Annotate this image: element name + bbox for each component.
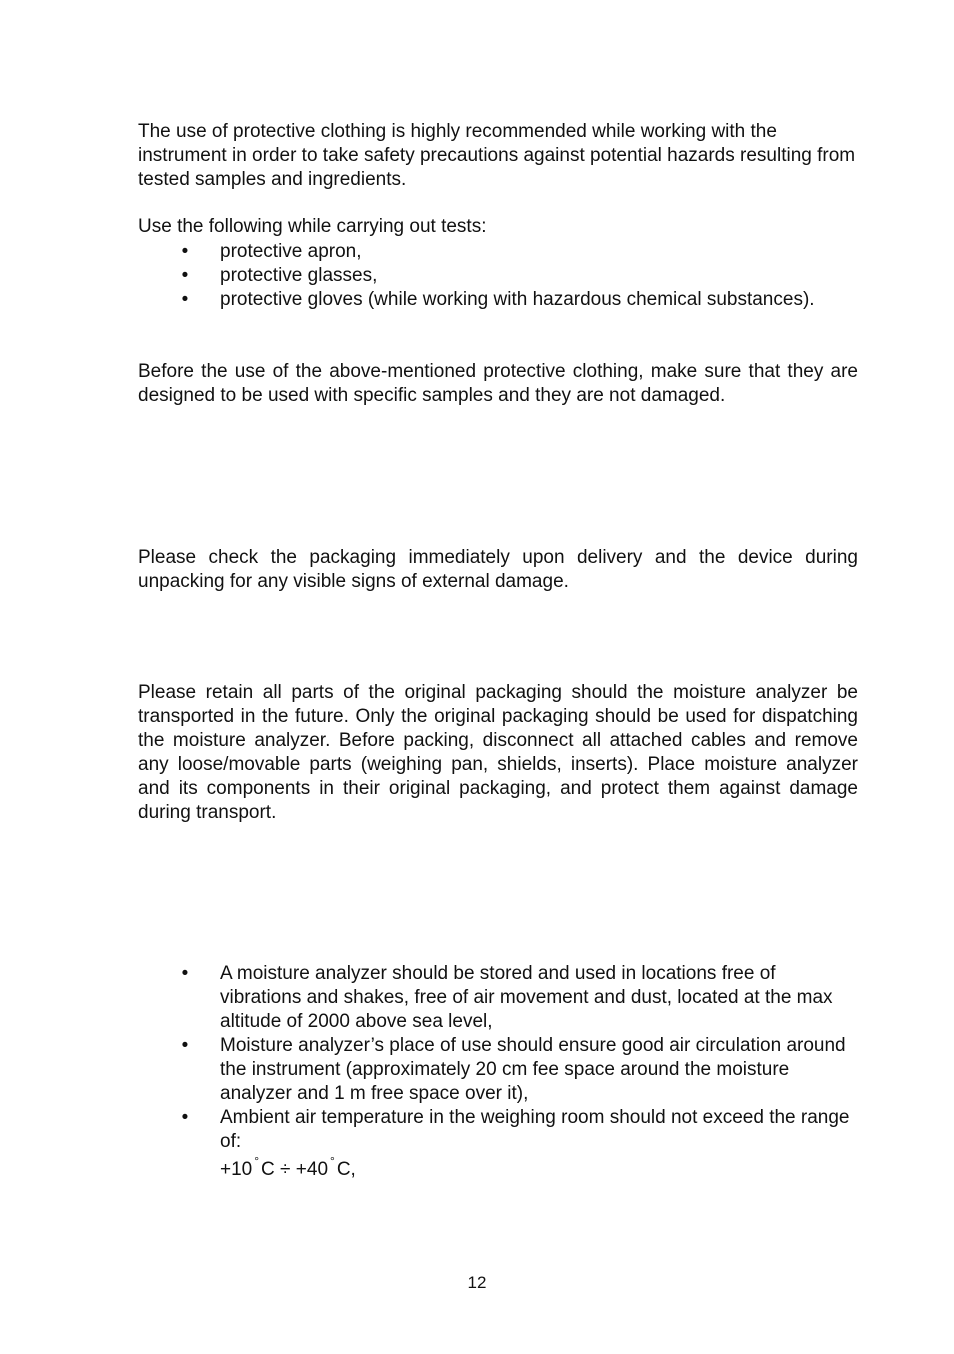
temperature-unit-high: C, <box>336 1159 356 1180</box>
protective-list-intro: Use the following while carrying out tests: <box>138 216 487 237</box>
packaging-text: Please retain all parts of the original packaging should the moisture analyzer be transported in the future. Only the original packaging should be used for dispatching the moisture analyzer. Before packing, disconnect all attached cables and remove any loose/movable parts (weighing pan, shields, inserts). Place moisture analyzer and its components in their original packaging, and protect them against damage during transport. <box>138 682 858 823</box>
degree-symbol: ° <box>330 1154 335 1168</box>
list-item-text: Ambient air temperature in the weighing room should not exceed the range of: <box>220 1107 850 1152</box>
bullet-icon: • <box>181 241 189 262</box>
list-item-text: A moisture analyzer should be stored and used in locations free of vibrations and shakes, free of air movement and dust, located at the max altitude of 2000 above sea level, <box>220 963 833 1032</box>
range-separator: ÷ <box>274 1159 296 1180</box>
list-item-text: protective glasses, <box>220 265 378 286</box>
page-number: 12 <box>467 1273 487 1292</box>
location-conditions-list <box>138 962 858 1182</box>
list-item <box>138 1106 858 1182</box>
temperature-high: +40 <box>295 1159 329 1180</box>
bullet-icon: • <box>181 1107 189 1128</box>
bullet-icon: • <box>181 265 189 286</box>
protective-clothing-note: Before the use of the above-mentioned protective clothing, make sure that they are designed to be used with specific samples and they are not damaged. <box>138 361 858 406</box>
bullet-icon: • <box>181 963 189 984</box>
bullet-icon: • <box>181 289 189 310</box>
protective-clothing-intro: The use of protective clothing is highly recommended while working with the instrument in order to take safety precautions against potential hazards resulting from tested samples and ingredients. <box>138 121 856 190</box>
temperature-range <box>220 1154 858 1182</box>
delivery-check-text: Please check the packaging immediately upon delivery and the device during unpacking for any visible signs of external damage. <box>138 547 858 592</box>
temperature-low: +10 <box>220 1159 253 1180</box>
list-item <box>138 288 858 312</box>
list-item-text: protective apron, <box>220 241 362 262</box>
list-item <box>138 1034 858 1106</box>
list-item-text: protective gloves (while working with hazardous chemical substances). <box>220 289 815 310</box>
bullet-icon: • <box>181 1035 189 1056</box>
protective-clothing-list <box>138 240 858 312</box>
temperature-unit-low: C <box>261 1159 275 1180</box>
list-item <box>138 240 858 264</box>
list-item <box>138 264 858 288</box>
list-item-text: Moisture analyzer’s place of use should ensure good air circulation around the instrument (approximately 20 cm fee space around the moisture analyzer and 1 m free space over it), <box>220 1035 846 1104</box>
list-item <box>138 962 858 1034</box>
degree-symbol: ° <box>254 1154 260 1168</box>
